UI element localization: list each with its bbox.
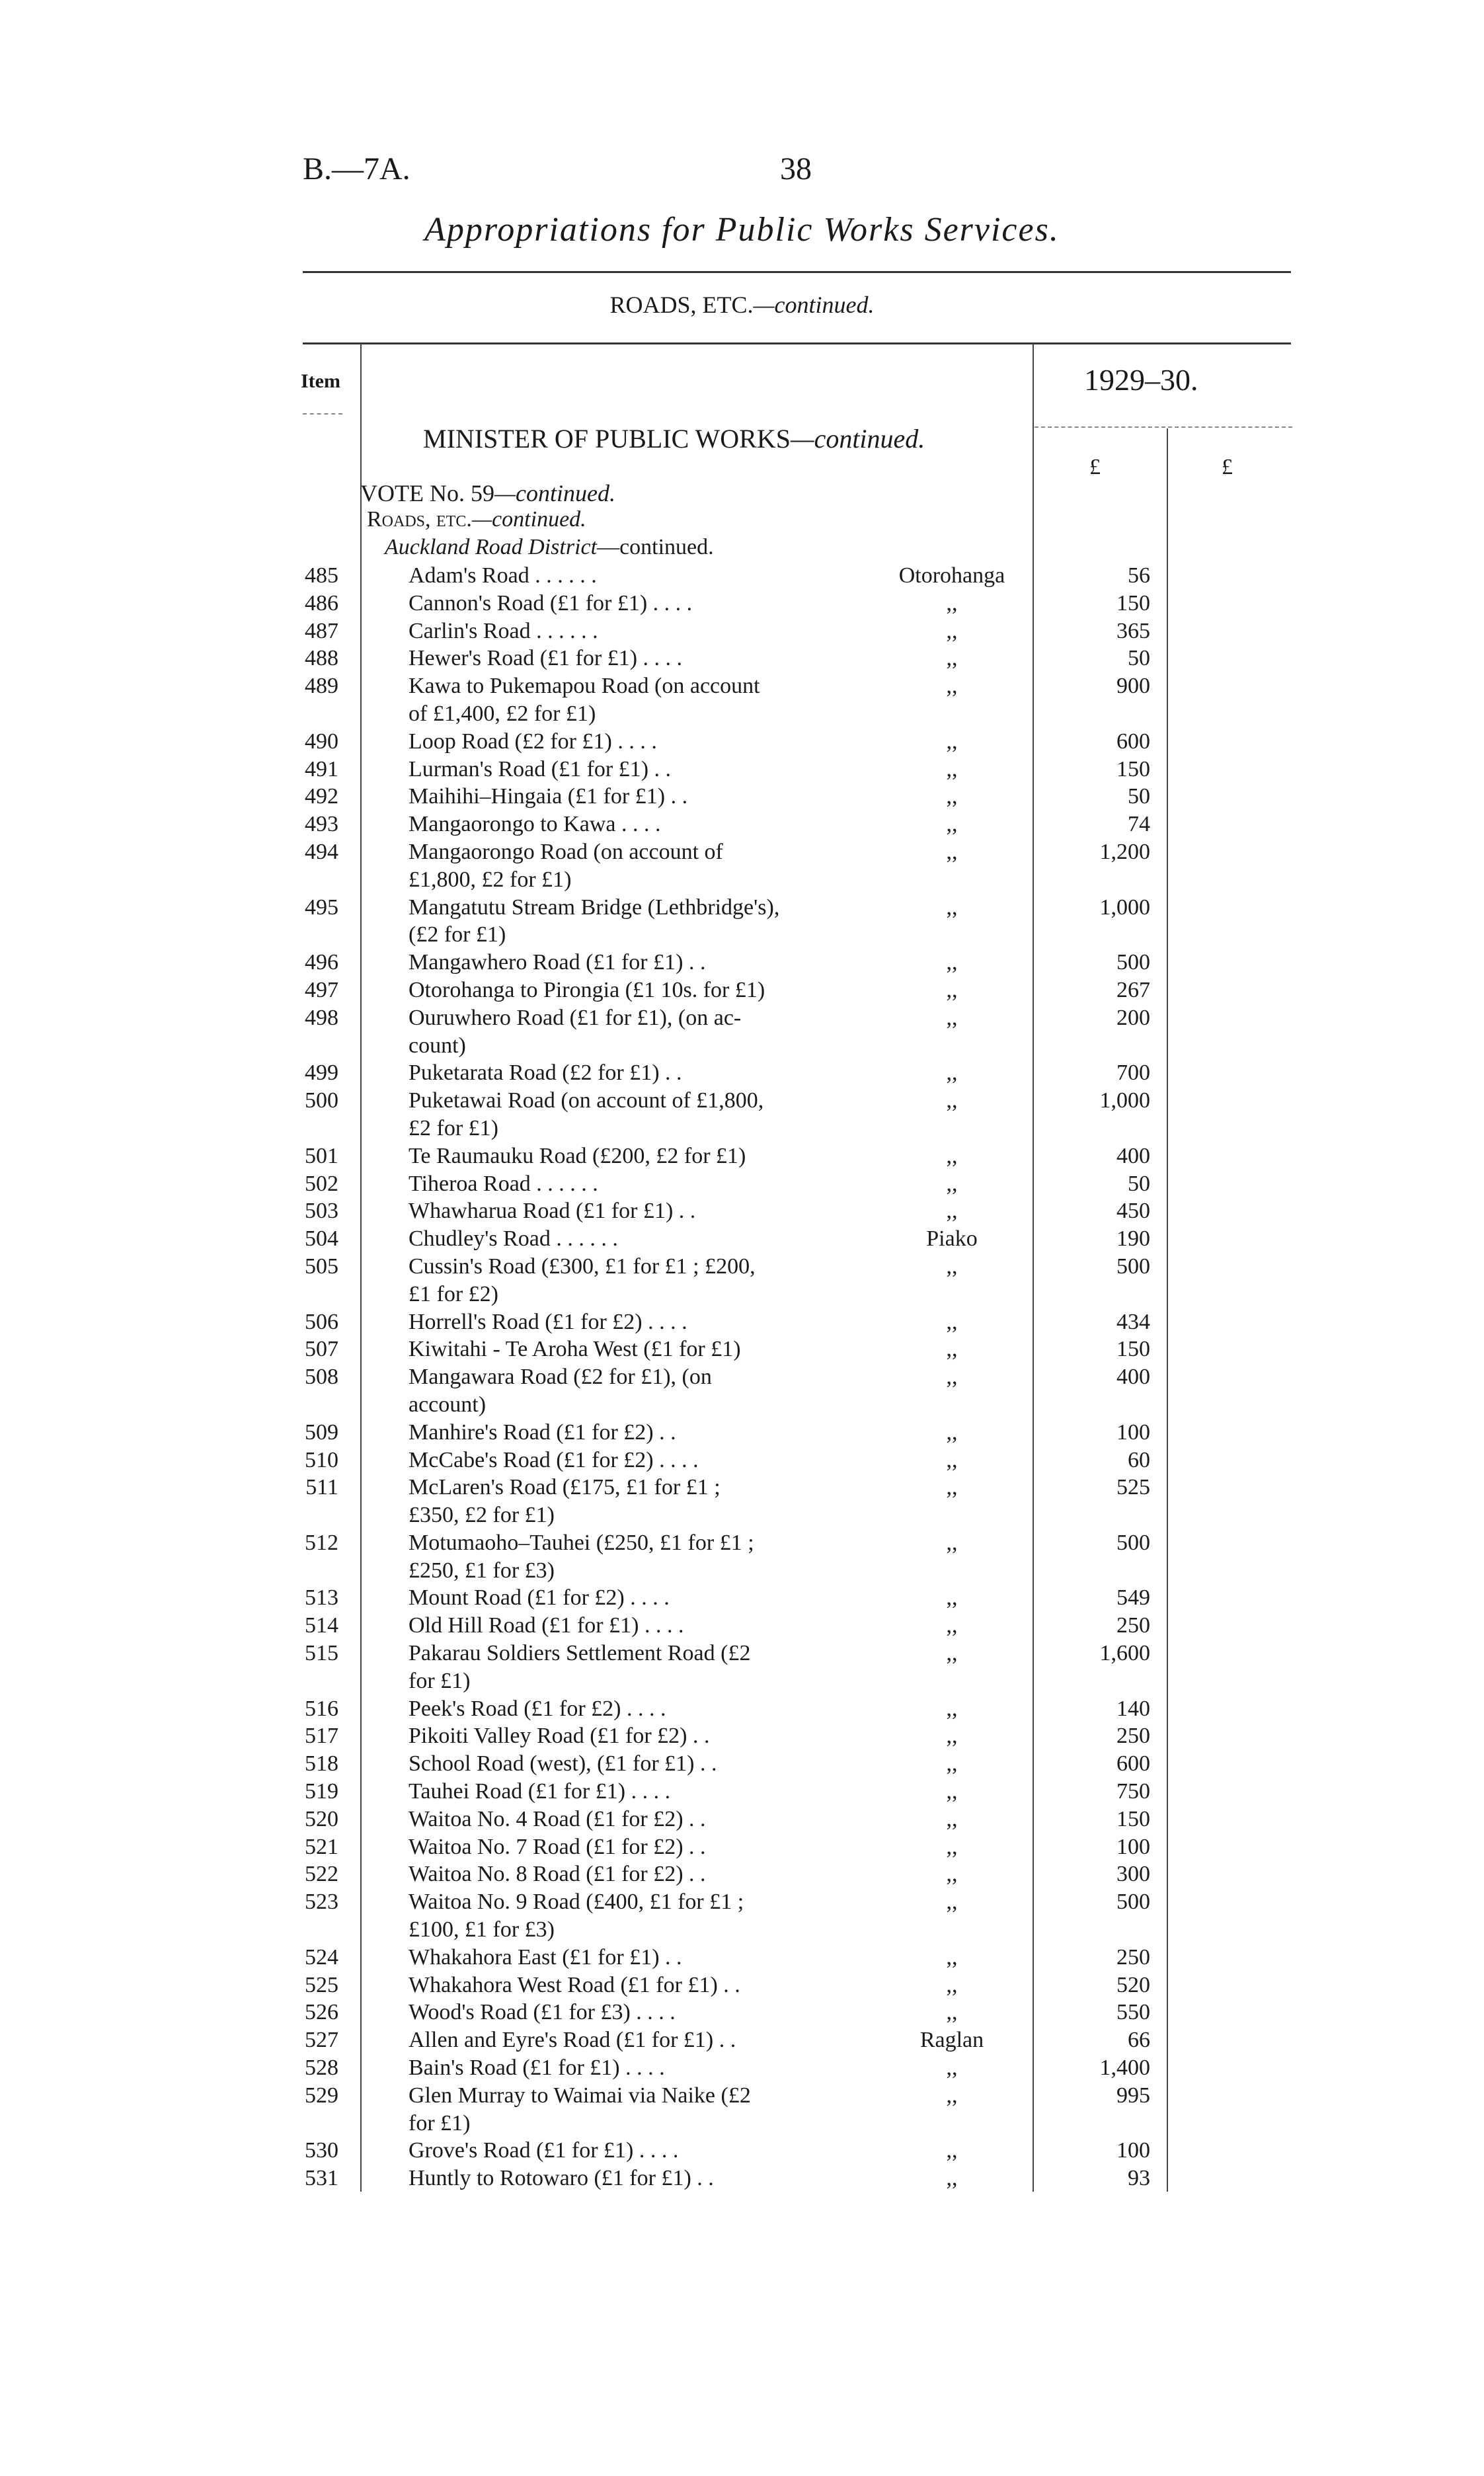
item-location: ,, bbox=[946, 2000, 958, 2025]
table-row bbox=[0, 1225, 1484, 1253]
item-amount: 995 bbox=[1116, 2083, 1150, 2108]
item-amount: 150 bbox=[1116, 590, 1150, 616]
item-location: ,, bbox=[946, 1972, 958, 1997]
item-description: Cussin's Road (£300, £1 for £1 ; £200, £1 for £2) bbox=[409, 1254, 756, 1306]
item-number: 530 bbox=[305, 2138, 338, 2163]
item-description: Waitoa No. 7 Road (£1 for £2) . . bbox=[409, 1834, 706, 1859]
item-number: 506 bbox=[305, 1309, 338, 1334]
item-amount: 100 bbox=[1116, 2138, 1150, 2163]
item-description: Mangaorongo Road (on account of £1,800, £2 for £1) bbox=[409, 839, 723, 892]
table-row bbox=[0, 1640, 1484, 1695]
item-location: ,, bbox=[946, 618, 958, 643]
table-row bbox=[0, 1972, 1484, 1999]
item-location: ,, bbox=[946, 1143, 958, 1168]
item-amount: 434 bbox=[1116, 1309, 1150, 1334]
item-description: Te Raumauku Road (£200, £2 for £1) bbox=[409, 1143, 746, 1168]
table-row bbox=[0, 562, 1484, 590]
table-row bbox=[0, 756, 1484, 783]
item-description: Mangaorongo to Kawa . . . . bbox=[409, 812, 661, 837]
item-amount: 150 bbox=[1116, 1337, 1150, 1362]
item-description: Adam's Road . . . . . . bbox=[409, 563, 597, 588]
item-description: Hewer's Road (£1 for £1) . . . . bbox=[409, 646, 683, 671]
item-description: Tiheroa Road . . . . . . bbox=[409, 1171, 598, 1196]
table-row bbox=[0, 590, 1484, 618]
item-location: ,, bbox=[946, 756, 958, 781]
item-description: Whakahora East (£1 for £1) . . bbox=[409, 1944, 682, 1970]
table-row bbox=[0, 2165, 1484, 2192]
item-location: ,, bbox=[946, 590, 958, 616]
minister-heading: MINISTER OF PUBLIC WORKS—continued. bbox=[423, 424, 925, 454]
item-location: ,, bbox=[946, 1890, 958, 1915]
item-number: 487 bbox=[305, 618, 338, 643]
table-row bbox=[0, 1860, 1484, 1888]
item-number: 491 bbox=[305, 756, 338, 781]
item-description: Puketawai Road (on account of £1,800, £2 for £1) bbox=[409, 1088, 764, 1140]
item-amount: 74 bbox=[1128, 812, 1150, 837]
item-location: ,, bbox=[946, 1005, 958, 1030]
table-row bbox=[0, 977, 1484, 1004]
table-row bbox=[0, 2082, 1484, 2137]
item-description: Maihihi–Hingaia (£1 for £1) . . bbox=[409, 784, 688, 809]
table-row bbox=[0, 1142, 1484, 1170]
item-number: 513 bbox=[305, 1585, 338, 1611]
district-heading: Auckland Road District—continued. bbox=[385, 535, 714, 559]
item-description: McLaren's Road (£175, £1 for £1 ; £350, £2 for £1) bbox=[409, 1475, 721, 1528]
item-amount: 500 bbox=[1116, 1530, 1150, 1555]
item-amount: 50 bbox=[1128, 646, 1150, 671]
table-row bbox=[0, 1308, 1484, 1336]
item-amount: 150 bbox=[1116, 1806, 1150, 1831]
item-amount: 500 bbox=[1116, 1890, 1150, 1915]
item-description: Whakahora West Road (£1 for £1) . . bbox=[409, 1972, 740, 1997]
item-amount: 250 bbox=[1116, 1944, 1150, 1970]
item-number: 517 bbox=[305, 1724, 338, 1749]
item-number: 511 bbox=[305, 1475, 338, 1500]
table-row bbox=[0, 1584, 1484, 1612]
item-amount: 50 bbox=[1128, 784, 1150, 809]
item-location: Piako bbox=[926, 1226, 978, 1252]
page-number: 38 bbox=[780, 151, 812, 186]
item-amount: 200 bbox=[1116, 1005, 1150, 1030]
item-amount: 1,400 bbox=[1099, 2056, 1150, 2081]
item-location: ,, bbox=[946, 1171, 958, 1196]
item-location: ,, bbox=[946, 729, 958, 754]
item-number: 496 bbox=[305, 950, 338, 975]
table-row bbox=[0, 2026, 1484, 2054]
item-description: McCabe's Road (£1 for £2) . . . . bbox=[409, 1447, 699, 1472]
item-location: ,, bbox=[946, 1862, 958, 1887]
document-code: B.—7A. bbox=[303, 151, 410, 186]
item-amount: 140 bbox=[1116, 1696, 1150, 1721]
item-number: 502 bbox=[305, 1171, 338, 1196]
item-description: Whawharua Road (£1 for £1) . . bbox=[409, 1199, 696, 1224]
item-description: Horrell's Road (£1 for £2) . . . . bbox=[409, 1309, 687, 1334]
item-description: Lurman's Road (£1 for £1) . . bbox=[409, 756, 672, 781]
item-number: 510 bbox=[305, 1447, 338, 1472]
item-number: 507 bbox=[305, 1337, 338, 1362]
item-number: 501 bbox=[305, 1143, 338, 1168]
table-row bbox=[0, 1419, 1484, 1447]
item-amount: 500 bbox=[1116, 1254, 1150, 1279]
item-number: 508 bbox=[305, 1365, 338, 1390]
section-rule bbox=[303, 342, 1291, 344]
item-amount: 600 bbox=[1116, 729, 1150, 754]
item-amount: 700 bbox=[1116, 1060, 1150, 1086]
table-row bbox=[0, 1529, 1484, 1585]
table-row bbox=[0, 672, 1484, 728]
table-row bbox=[0, 894, 1484, 949]
item-amount: 93 bbox=[1128, 2166, 1150, 2191]
item-number: 528 bbox=[305, 2056, 338, 2081]
item-location: ,, bbox=[946, 1254, 958, 1279]
item-description: Glen Murray to Waimai via Naike (£2 for £1) bbox=[409, 2083, 751, 2136]
item-number: 520 bbox=[305, 1806, 338, 1831]
item-number: 526 bbox=[305, 2000, 338, 2025]
item-number: 485 bbox=[305, 563, 338, 588]
table-row bbox=[0, 1999, 1484, 2026]
item-location: ,, bbox=[946, 1530, 958, 1555]
item-description: Ouruwhero Road (£1 for £1), (on ac- count) bbox=[409, 1005, 742, 1058]
item-number: 524 bbox=[305, 1944, 338, 1970]
item-number: 504 bbox=[305, 1226, 338, 1252]
item-description: Motumaoho–Tauhei (£250, £1 for £1 ; £250, £1 for £3) bbox=[409, 1530, 754, 1583]
item-amount: 56 bbox=[1128, 563, 1150, 588]
table-row bbox=[0, 1722, 1484, 1750]
table-row bbox=[0, 783, 1484, 811]
item-description: Loop Road (£2 for £1) . . . . bbox=[409, 729, 657, 754]
item-location: ,, bbox=[946, 1337, 958, 1362]
item-description: Kiwitahi - Te Aroha West (£1 for £1) bbox=[409, 1337, 741, 1362]
table-row bbox=[0, 1695, 1484, 1723]
item-number: 525 bbox=[305, 1972, 338, 1997]
item-amount: 60 bbox=[1128, 1447, 1150, 1472]
item-location: Raglan bbox=[919, 2028, 984, 2053]
item-description: Allen and Eyre's Road (£1 for £1) . . bbox=[409, 2028, 736, 2053]
item-amount: 600 bbox=[1116, 1751, 1150, 1777]
item-location: ,, bbox=[946, 839, 958, 864]
vote-heading: VOTE No. 59—continued. bbox=[360, 480, 615, 506]
item-description: Huntly to Rotowaro (£1 for £1) . . bbox=[409, 2166, 714, 2191]
item-amount: 1,600 bbox=[1099, 1641, 1150, 1666]
item-header-rule bbox=[303, 413, 342, 415]
item-description: Mangawara Road (£2 for £1), (on account) bbox=[409, 1365, 712, 1417]
item-amount: 100 bbox=[1116, 1419, 1150, 1445]
item-number: 516 bbox=[305, 1696, 338, 1721]
item-location: ,, bbox=[946, 2056, 958, 2081]
table-row bbox=[0, 2137, 1484, 2165]
table-row bbox=[0, 1474, 1484, 1529]
item-location: ,, bbox=[946, 1365, 958, 1390]
item-description: School Road (west), (£1 for £1) . . bbox=[409, 1751, 717, 1777]
item-description: Bain's Road (£1 for £1) . . . . bbox=[409, 2056, 665, 2081]
item-location: ,, bbox=[946, 1419, 958, 1445]
table-row bbox=[0, 1170, 1484, 1198]
item-amount: 267 bbox=[1116, 977, 1150, 1002]
item-location: ,, bbox=[946, 1834, 958, 1859]
item-location: ,, bbox=[946, 1944, 958, 1970]
item-location: ,, bbox=[946, 1585, 958, 1611]
item-description: Peek's Road (£1 for £2) . . . . bbox=[409, 1696, 666, 1721]
item-number: 509 bbox=[305, 1419, 338, 1445]
table-row bbox=[0, 1806, 1484, 1833]
item-description: Carlin's Road . . . . . . bbox=[409, 618, 598, 643]
item-location: Otorohanga bbox=[898, 563, 1005, 588]
item-description: Puketarata Road (£2 for £1) . . bbox=[409, 1060, 682, 1086]
item-amount: 190 bbox=[1116, 1226, 1150, 1252]
item-location: ,, bbox=[946, 1806, 958, 1831]
item-number: 519 bbox=[305, 1779, 338, 1804]
table-row bbox=[0, 1447, 1484, 1474]
table-row bbox=[0, 618, 1484, 645]
item-number: 515 bbox=[305, 1641, 338, 1666]
item-amount: 1,000 bbox=[1099, 1088, 1150, 1113]
item-number: 486 bbox=[305, 590, 338, 616]
item-amount: 549 bbox=[1116, 1585, 1150, 1611]
table-row bbox=[0, 1197, 1484, 1225]
item-number: 505 bbox=[305, 1254, 338, 1279]
table-row bbox=[0, 1059, 1484, 1087]
item-description: Waitoa No. 4 Road (£1 for £2) . . bbox=[409, 1806, 706, 1831]
item-number: 512 bbox=[305, 1530, 338, 1555]
section-title: ROADS, ETC.—continued. bbox=[609, 292, 875, 318]
item-description: Chudley's Road . . . . . . bbox=[409, 1226, 618, 1252]
item-location: ,, bbox=[946, 2083, 958, 2108]
item-location: ,, bbox=[946, 812, 958, 837]
item-description: Mangawhero Road (£1 for £1) . . bbox=[409, 950, 706, 975]
item-number: 531 bbox=[305, 2166, 338, 2191]
item-amount: 250 bbox=[1116, 1724, 1150, 1749]
item-number: 493 bbox=[305, 812, 338, 837]
item-description: Manhire's Road (£1 for £2) . . bbox=[409, 1419, 676, 1445]
pound-sign-2: £ bbox=[1222, 455, 1233, 479]
appropriations-table bbox=[0, 562, 1484, 2192]
item-number: 499 bbox=[305, 1060, 338, 1086]
item-amount: 100 bbox=[1116, 1834, 1150, 1859]
item-description: Mount Road (£1 for £2) . . . . bbox=[409, 1585, 670, 1611]
item-location: ,, bbox=[946, 1696, 958, 1721]
item-amount: 450 bbox=[1116, 1199, 1150, 1224]
item-description: Otorohanga to Pirongia (£1 10s. for £1) bbox=[409, 977, 765, 1002]
item-amount: 365 bbox=[1116, 618, 1150, 643]
item-number: 514 bbox=[305, 1613, 338, 1638]
item-location: ,, bbox=[946, 1309, 958, 1334]
item-description: Wood's Road (£1 for £3) . . . . bbox=[409, 2000, 676, 2025]
item-location: ,, bbox=[946, 1088, 958, 1113]
item-amount: 250 bbox=[1116, 1613, 1150, 1638]
item-number: 495 bbox=[305, 895, 338, 920]
table-row bbox=[0, 1944, 1484, 1972]
table-row bbox=[0, 1778, 1484, 1806]
item-amount: 150 bbox=[1116, 756, 1150, 781]
item-amount: 50 bbox=[1128, 1171, 1150, 1196]
item-amount: 300 bbox=[1116, 1862, 1150, 1887]
item-description: Mangatutu Stream Bridge (Lethbridge's), (£2 for £1) bbox=[409, 895, 780, 947]
title-rule bbox=[303, 271, 1291, 273]
item-location: ,, bbox=[946, 950, 958, 975]
table-row bbox=[0, 838, 1484, 894]
item-location: ,, bbox=[946, 674, 958, 699]
table-row bbox=[0, 949, 1484, 977]
item-amount: 525 bbox=[1116, 1475, 1150, 1500]
item-location: ,, bbox=[946, 1060, 958, 1086]
table-row bbox=[0, 1888, 1484, 1944]
item-amount: 750 bbox=[1116, 1779, 1150, 1804]
item-location: ,, bbox=[946, 784, 958, 809]
item-location: ,, bbox=[946, 895, 958, 920]
table-row bbox=[0, 811, 1484, 838]
year-header-rule bbox=[1035, 426, 1292, 428]
table-row bbox=[0, 1750, 1484, 1778]
item-description: Old Hill Road (£1 for £1) . . . . bbox=[409, 1613, 684, 1638]
item-amount: 400 bbox=[1116, 1365, 1150, 1390]
table-row bbox=[0, 2054, 1484, 2082]
item-amount: 500 bbox=[1116, 950, 1150, 975]
item-number: 490 bbox=[305, 729, 338, 754]
page-title: Appropriations for Public Works Services. bbox=[424, 211, 1060, 249]
item-number: 518 bbox=[305, 1751, 338, 1777]
table-row bbox=[0, 728, 1484, 756]
item-number: 503 bbox=[305, 1199, 338, 1224]
item-location: ,, bbox=[946, 1475, 958, 1500]
item-number: 527 bbox=[305, 2028, 338, 2053]
table-row bbox=[0, 1833, 1484, 1861]
item-amount: 900 bbox=[1116, 674, 1150, 699]
item-number: 498 bbox=[305, 1005, 338, 1030]
item-number: 492 bbox=[305, 784, 338, 809]
item-location: ,, bbox=[946, 2166, 958, 2191]
item-location: ,, bbox=[946, 2138, 958, 2163]
item-location: ,, bbox=[946, 1724, 958, 1749]
table-row bbox=[0, 1363, 1484, 1419]
item-number: 523 bbox=[305, 1890, 338, 1915]
item-amount: 66 bbox=[1128, 2028, 1150, 2053]
item-location: ,, bbox=[946, 1779, 958, 1804]
item-amount: 1,000 bbox=[1099, 895, 1150, 920]
item-description: Grove's Road (£1 for £1) . . . . bbox=[409, 2138, 679, 2163]
item-location: ,, bbox=[946, 977, 958, 1002]
year-column-header: 1929–30. bbox=[1084, 363, 1198, 397]
item-number: 497 bbox=[305, 977, 338, 1002]
table-row bbox=[0, 1253, 1484, 1308]
table-row bbox=[0, 1336, 1484, 1363]
table-row bbox=[0, 645, 1484, 672]
item-number: 521 bbox=[305, 1834, 338, 1859]
item-location: ,, bbox=[946, 1751, 958, 1777]
item-description: Cannon's Road (£1 for £1) . . . . bbox=[409, 590, 693, 616]
item-location: ,, bbox=[946, 1199, 958, 1224]
item-amount: 550 bbox=[1116, 2000, 1150, 2025]
item-number: 488 bbox=[305, 646, 338, 671]
item-location: ,, bbox=[946, 1641, 958, 1666]
item-description: Kawa to Pukemapou Road (on account of £1,400, £2 for £1) bbox=[409, 674, 760, 726]
item-number: 529 bbox=[305, 2083, 338, 2108]
item-description: Pikoiti Valley Road (£1 for £2) . . bbox=[409, 1724, 710, 1749]
item-amount: 520 bbox=[1116, 1972, 1150, 1997]
table-row bbox=[0, 1087, 1484, 1142]
pound-sign-1: £ bbox=[1089, 455, 1101, 479]
item-number: 522 bbox=[305, 1862, 338, 1887]
item-number: 494 bbox=[305, 839, 338, 864]
item-amount: 400 bbox=[1116, 1143, 1150, 1168]
item-amount: 1,200 bbox=[1099, 839, 1150, 864]
item-number: 500 bbox=[305, 1088, 338, 1113]
item-location: ,, bbox=[946, 1613, 958, 1638]
roads-heading: Roads, etc.—continued. bbox=[367, 507, 586, 532]
item-location: ,, bbox=[946, 646, 958, 671]
item-column-header: Item bbox=[301, 370, 340, 392]
table-row bbox=[0, 1612, 1484, 1640]
item-description: Pakarau Soldiers Settlement Road (£2 for £1) bbox=[409, 1641, 751, 1693]
item-number: 489 bbox=[305, 674, 338, 699]
item-description: Tauhei Road (£1 for £1) . . . . bbox=[409, 1779, 671, 1804]
table-row bbox=[0, 1004, 1484, 1060]
item-description: Waitoa No. 9 Road (£400, £1 for £1 ; £100, £1 for £3) bbox=[409, 1890, 744, 1942]
item-location: ,, bbox=[946, 1447, 958, 1472]
item-description: Waitoa No. 8 Road (£1 for £2) . . bbox=[409, 1862, 706, 1887]
